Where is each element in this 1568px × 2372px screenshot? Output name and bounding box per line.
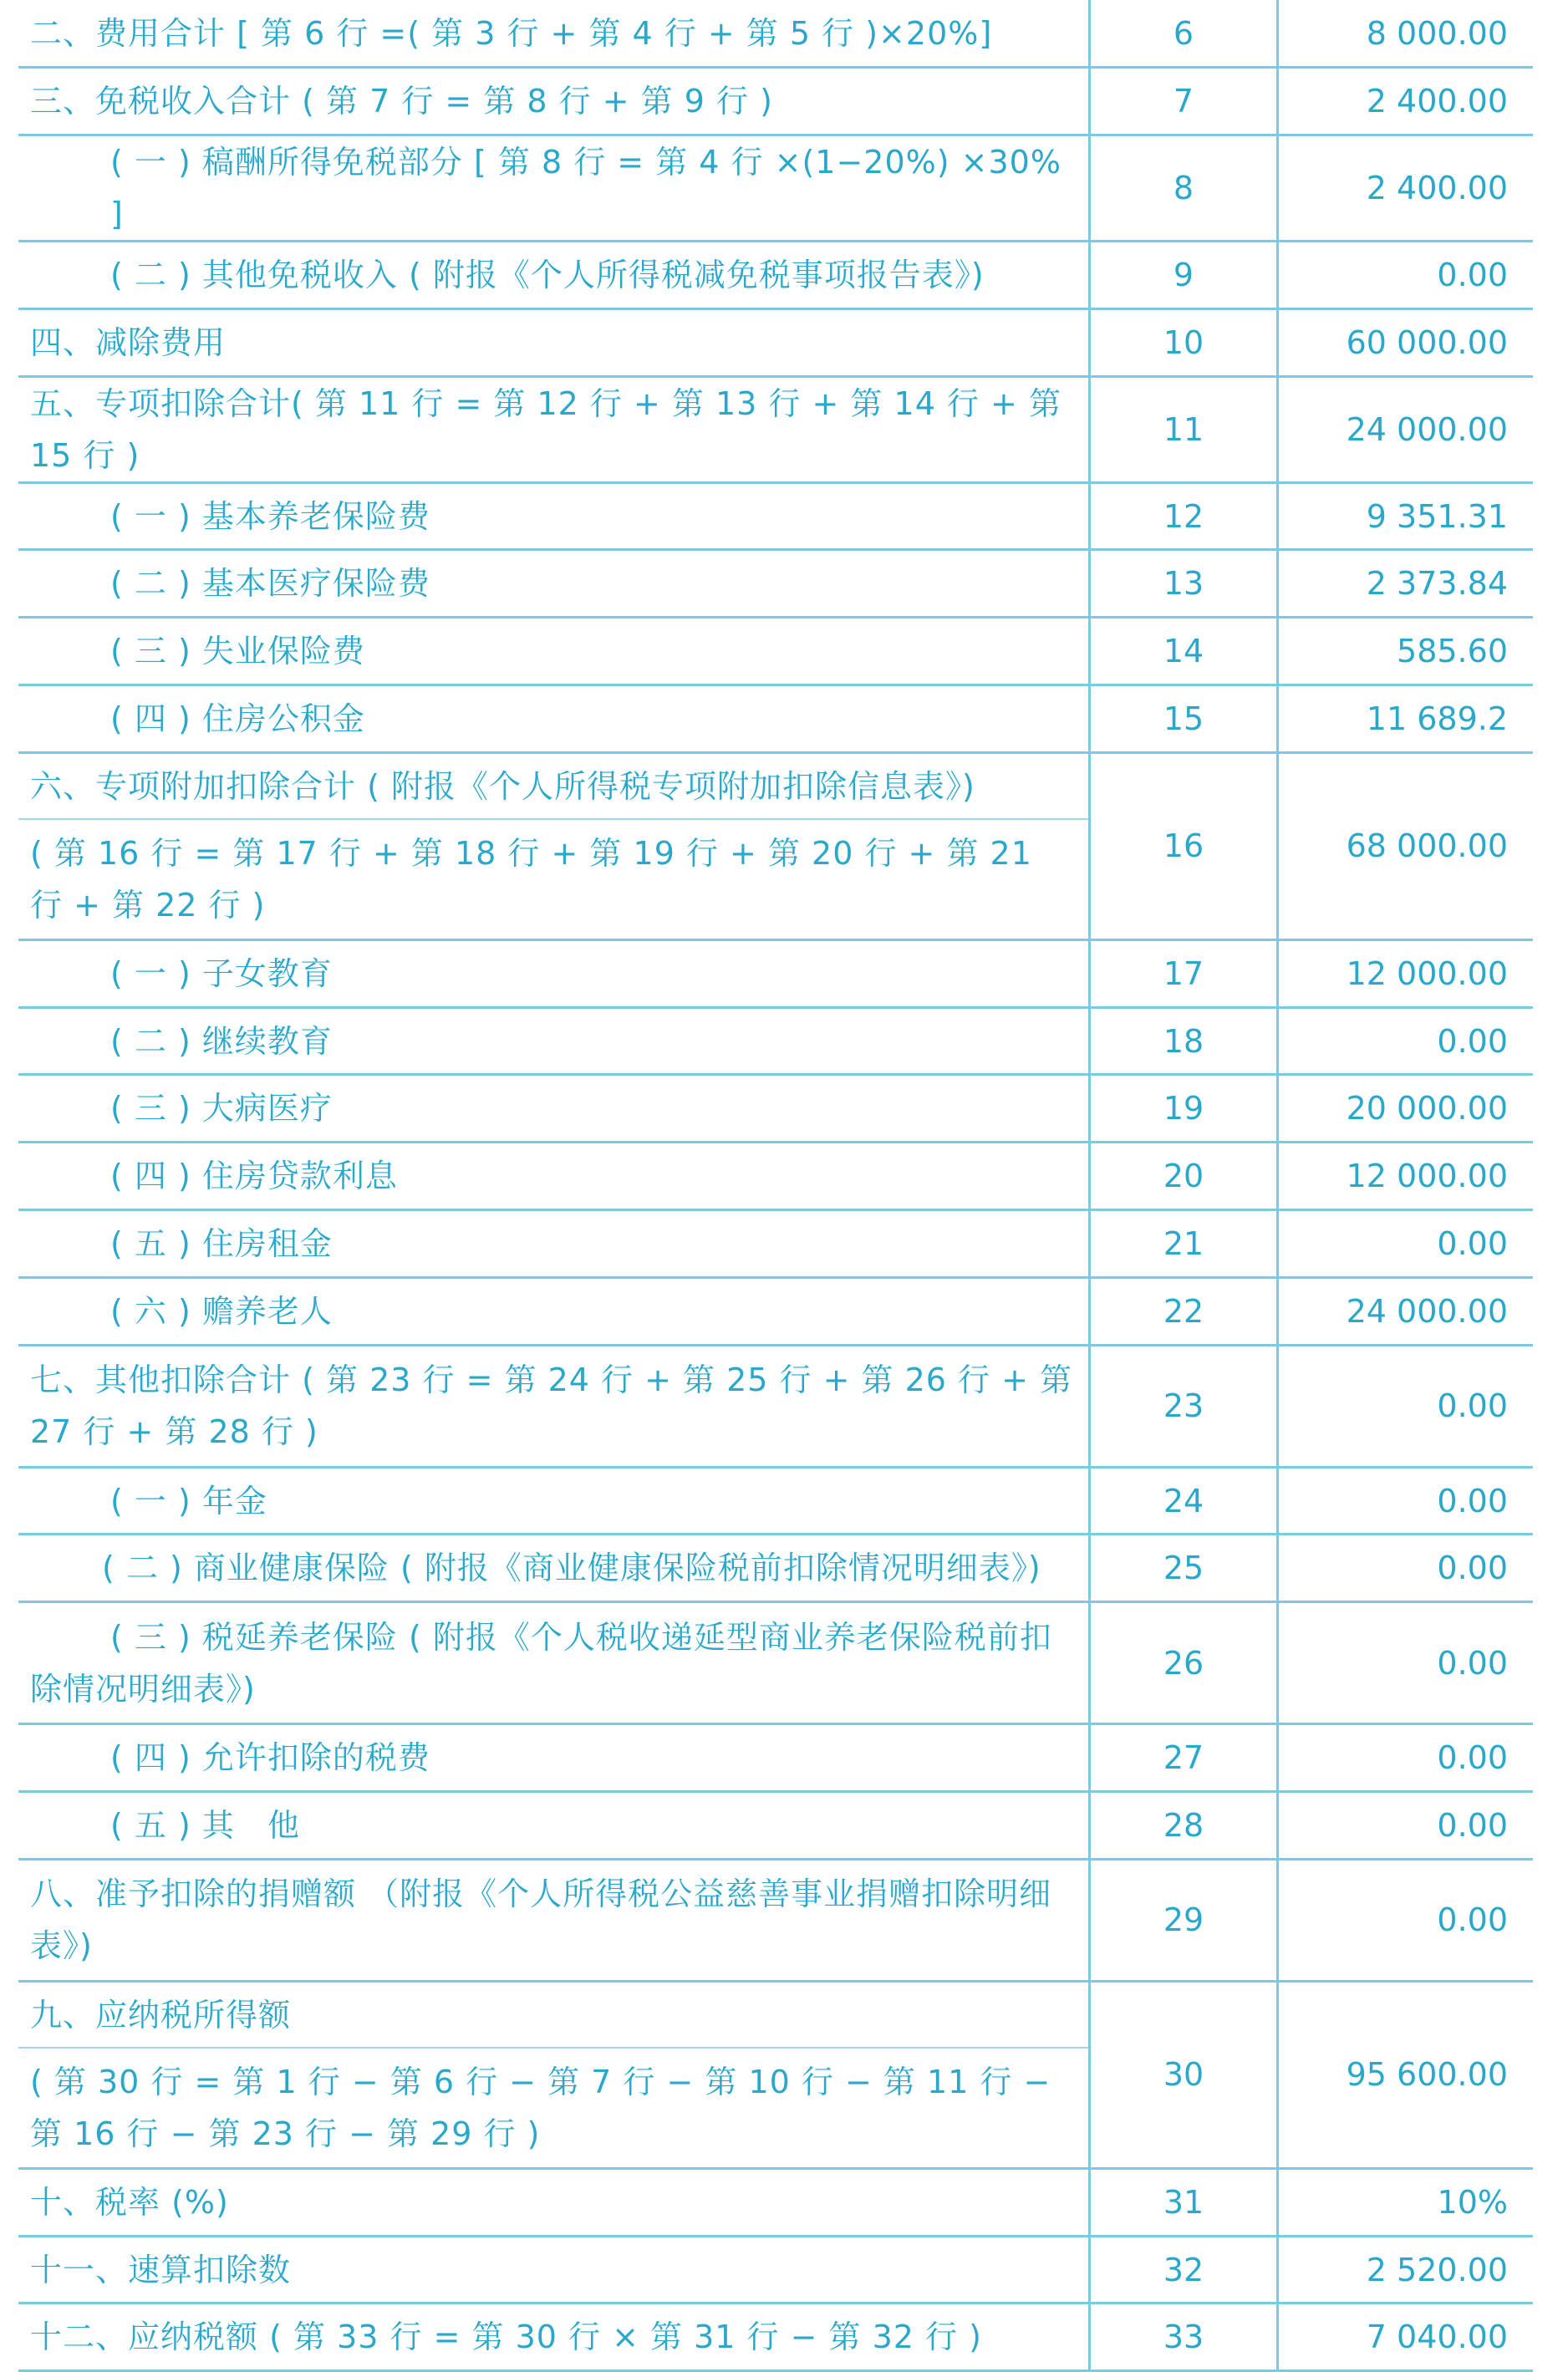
row-line-number: 31 — [1090, 2168, 1278, 2236]
table-row — [18, 1602, 1533, 1724]
row-item: ( 三 ) 税延养老保险 ( 附报《个人税收递延型商业养老保险税前扣除情况明细表》) — [18, 1602, 1090, 1724]
row-amount: 0.00 — [1278, 1859, 1534, 1981]
row-item: 十、税率 (%) — [18, 2168, 1090, 2236]
table-row — [18, 1467, 1533, 1535]
table-row — [18, 618, 1533, 685]
row-amount: 2 400.00 — [1278, 68, 1534, 135]
row-amount: 68 000.00 — [1278, 752, 1534, 939]
table-row — [18, 1345, 1533, 1467]
row-amount: 12 000.00 — [1278, 939, 1534, 1007]
tax-table — [18, 0, 1533, 2372]
row-item: ( 一 ) 年金 — [18, 1467, 1090, 1535]
row-amount: 0.00 — [1278, 1007, 1534, 1075]
row-amount: 24 000.00 — [1278, 376, 1534, 482]
row-amount: 95 600.00 — [1278, 1981, 1534, 2168]
row-amount: 0.00 — [1278, 1210, 1534, 1278]
row-item-formula: ( 第 16 行 = 第 17 行 + 第 18 行 + 第 19 行 + 第 20 行 + 第 21 行 + 第 22 行 ) — [18, 819, 1090, 939]
row-item: 二、费用合计 [ 第 6 行 =( 第 3 行 + 第 4 行 + 第 5 行 )×20%] — [18, 0, 1090, 68]
row-amount: 24 000.00 — [1278, 1277, 1534, 1345]
row-line-number: 13 — [1090, 550, 1278, 618]
row-amount: 0.00 — [1278, 1467, 1534, 1535]
row-item: ( 五 ) 其 他 — [18, 1792, 1090, 1860]
table-row — [18, 1981, 1533, 2048]
row-amount: 0.00 — [1278, 1602, 1534, 1724]
row-line-number: 19 — [1090, 1075, 1278, 1143]
row-item: ( 四 ) 住房贷款利息 — [18, 1143, 1090, 1210]
row-amount: 7 040.00 — [1278, 2303, 1534, 2371]
row-item: ( 二 ) 其他免税收入 ( 附报《个人所得税减免税事项报告表》) — [18, 242, 1090, 309]
row-line-number: 22 — [1090, 1277, 1278, 1345]
table-row — [18, 1859, 1533, 1981]
row-line-number: 21 — [1090, 1210, 1278, 1278]
row-amount: 585.60 — [1278, 618, 1534, 685]
row-line-number: 16 — [1090, 752, 1278, 939]
row-amount: 60 000.00 — [1278, 308, 1534, 376]
table-row — [18, 482, 1533, 550]
row-item: 四、减除费用 — [18, 308, 1090, 376]
row-line-number: 7 — [1090, 68, 1278, 135]
table-row — [18, 1075, 1533, 1143]
row-amount: 0.00 — [1278, 1792, 1534, 1860]
row-line-number: 20 — [1090, 1143, 1278, 1210]
row-line-number: 23 — [1090, 1345, 1278, 1467]
row-item: ( 二 ) 基本医疗保险费 — [18, 550, 1090, 618]
row-amount: 8 000.00 — [1278, 0, 1534, 68]
row-line-number: 18 — [1090, 1007, 1278, 1075]
table-row — [18, 1724, 1533, 1792]
table-row — [18, 1792, 1533, 1860]
row-item: ( 四 ) 允许扣除的税费 — [18, 1724, 1090, 1792]
row-line-number: 14 — [1090, 618, 1278, 685]
row-line-number: 12 — [1090, 482, 1278, 550]
row-line-number: 15 — [1090, 685, 1278, 753]
row-amount: 0.00 — [1278, 1535, 1534, 1602]
row-line-number: 25 — [1090, 1535, 1278, 1602]
row-item: ( 三 ) 失业保险费 — [18, 618, 1090, 685]
table-row — [18, 1277, 1533, 1345]
table-row — [18, 135, 1533, 242]
row-item: ( 二 ) 商业健康保险 ( 附报《商业健康保险税前扣除情况明细表》) — [18, 1535, 1090, 1602]
row-item: ( 二 ) 继续教育 — [18, 1007, 1090, 1075]
row-item: 六、专项附加扣除合计 ( 附报《个人所得税专项附加扣除信息表》) — [18, 752, 1090, 819]
table-row — [18, 308, 1533, 376]
row-amount: 2 373.84 — [1278, 550, 1534, 618]
row-item: ( 一 ) 基本养老保险费 — [18, 482, 1090, 550]
row-item: ( 四 ) 住房公积金 — [18, 685, 1090, 753]
table-row — [18, 2168, 1533, 2236]
row-line-number: 30 — [1090, 1981, 1278, 2168]
row-item-formula: ( 第 30 行 = 第 1 行 − 第 6 行 − 第 7 行 − 第 10 行 − 第 11 行 − 第 16 行 − 第 23 行 − 第 29 行 ) — [18, 2048, 1090, 2168]
row-line-number: 27 — [1090, 1724, 1278, 1792]
row-line-number: 24 — [1090, 1467, 1278, 1535]
row-item: ( 一 ) 子女教育 — [18, 939, 1090, 1007]
row-item: 十二、应纳税额 ( 第 33 行 = 第 30 行 × 第 31 行 − 第 32 行 ) — [18, 2303, 1090, 2371]
table-row — [18, 68, 1533, 135]
row-item: 十一、速算扣除数 — [18, 2236, 1090, 2303]
row-line-number: 33 — [1090, 2303, 1278, 2371]
row-item: 七、其他扣除合计 ( 第 23 行 = 第 24 行 + 第 25 行 + 第 26 行 + 第 27 行 + 第 28 行 ) — [18, 1345, 1090, 1467]
row-item: ( 一 ) 稿酬所得免税部分 [ 第 8 行 = 第 4 行 ×(1−20%) ×30% ] — [18, 135, 1090, 242]
row-line-number: 26 — [1090, 1602, 1278, 1724]
row-line-number: 28 — [1090, 1792, 1278, 1860]
row-amount: 9 351.31 — [1278, 482, 1534, 550]
table-row — [18, 1007, 1533, 1075]
row-line-number: 17 — [1090, 939, 1278, 1007]
row-line-number: 6 — [1090, 0, 1278, 68]
row-item: ( 三 ) 大病医疗 — [18, 1075, 1090, 1143]
table-row — [18, 1210, 1533, 1278]
table-row — [18, 376, 1533, 482]
row-amount: 2 520.00 — [1278, 2236, 1534, 2303]
table-row — [18, 2303, 1533, 2371]
row-item: 三、免税收入合计 ( 第 7 行 = 第 8 行 + 第 9 行 ) — [18, 68, 1090, 135]
row-amount: 12 000.00 — [1278, 1143, 1534, 1210]
row-line-number: 29 — [1090, 1859, 1278, 1981]
row-item: 八、准予扣除的捐赠额 （附报《个人所得税公益慈善事业捐赠扣除明细表》) — [18, 1859, 1090, 1981]
row-line-number: 32 — [1090, 2236, 1278, 2303]
row-amount: 2 400.00 — [1278, 135, 1534, 242]
row-amount: 20 000.00 — [1278, 1075, 1534, 1143]
row-amount: 0.00 — [1278, 1724, 1534, 1792]
table-row — [18, 752, 1533, 819]
row-line-number: 11 — [1090, 376, 1278, 482]
row-item: ( 五 ) 住房租金 — [18, 1210, 1090, 1278]
row-amount: 0.00 — [1278, 1345, 1534, 1467]
row-amount: 0.00 — [1278, 242, 1534, 309]
table-row — [18, 685, 1533, 753]
table-row — [18, 939, 1533, 1007]
row-line-number: 10 — [1090, 308, 1278, 376]
table-row — [18, 2236, 1533, 2303]
row-amount: 10% — [1278, 2168, 1534, 2236]
row-item: 五、专项扣除合计( 第 11 行 = 第 12 行 + 第 13 行 + 第 14 行 + 第 15 行 ) — [18, 376, 1090, 482]
row-line-number: 9 — [1090, 242, 1278, 309]
table-row — [18, 1535, 1533, 1602]
table-row — [18, 1143, 1533, 1210]
row-line-number: 8 — [1090, 135, 1278, 242]
row-item: ( 六 ) 赡养老人 — [18, 1277, 1090, 1345]
row-item: 九、应纳税所得额 — [18, 1981, 1090, 2048]
table-row — [18, 242, 1533, 309]
table-row — [18, 0, 1533, 68]
table-row — [18, 550, 1533, 618]
row-amount: 11 689.2 — [1278, 685, 1534, 753]
